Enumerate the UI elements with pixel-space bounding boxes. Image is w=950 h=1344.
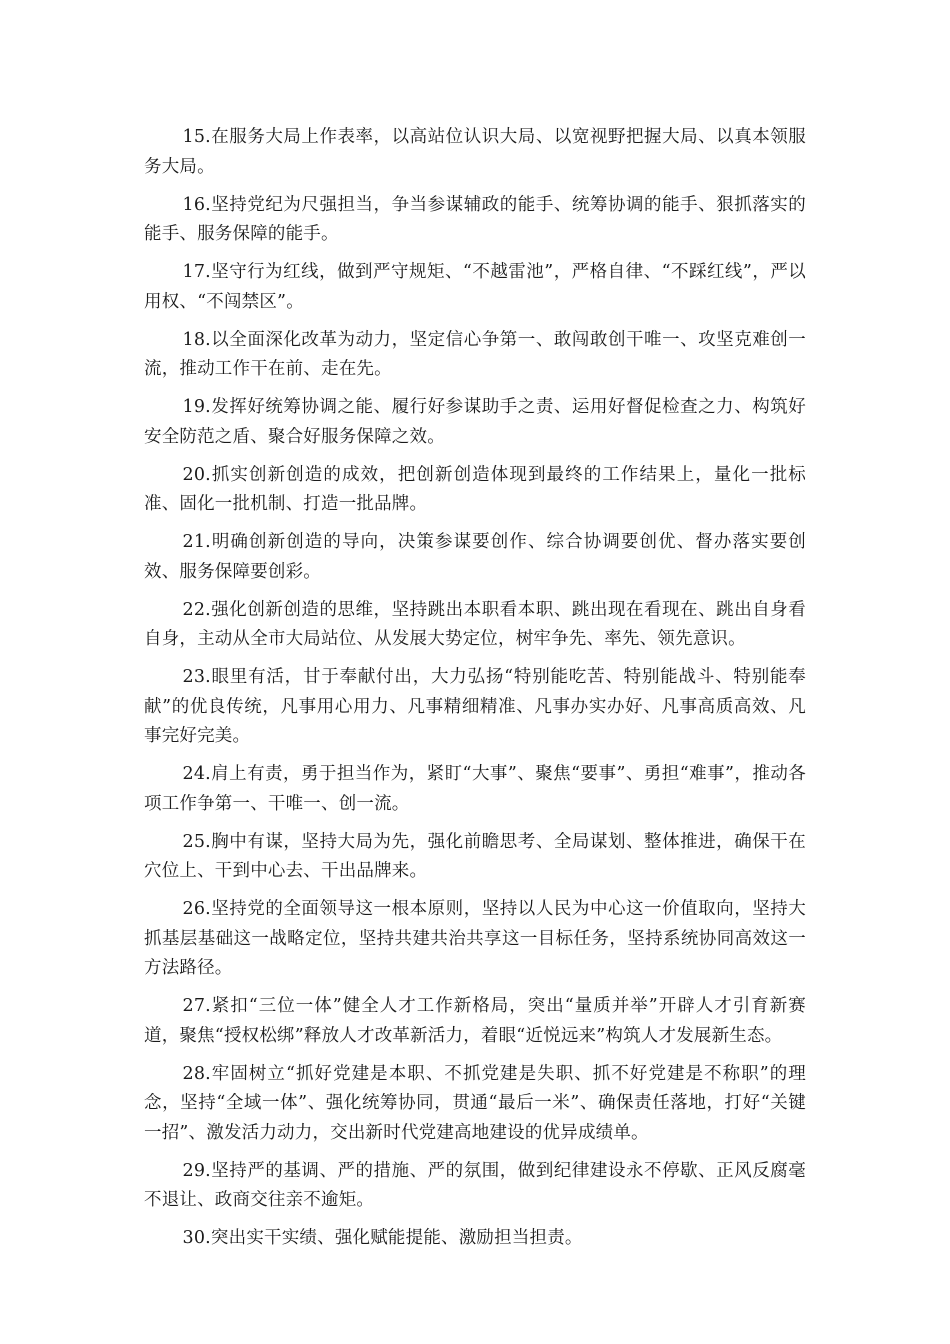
paragraph-25: 25.胸中有谋，坚持大局为先，强化前瞻思考、全局谋划、整体推进，确保干在穴位上、干到中心去、干出品牌来。 [144, 831, 806, 881]
paragraph-21: 21.明确创新创造的导向，决策参谋要创作、综合协调要创优、督办落实要创效、服务保障要创彩。 [144, 532, 806, 582]
paragraph-22: 22.强化创新创造的思维，坚持跳出本职看本职、跳出现在看现在、跳出自身看自身，主动从全市大局站位、从发展大势定位，树牢争先、率先、领先意识。 [144, 599, 806, 649]
paragraph-18: 18.以全面深化改革为动力，坚定信心争第一、敢闯敢创干唯一、攻坚克难创一流，推动工作干在前、走在先。 [144, 329, 806, 379]
paragraph-26: 26.坚持党的全面领导这一根本原则，坚持以人民为中心这一价值取向，坚持大抓基层基础这一战略定位，坚持共建共治共享这一目标任务，坚持系统协同高效这一方法路径。 [144, 899, 806, 978]
paragraph-23: 23.眼里有活，甘于奉献付出，大力弘扬“特别能吃苦、特别能战斗、特别能奉献”的优良传统，凡事用心用力、凡事精细精准、凡事办实办好、凡事高质高效、凡事完好完美。 [144, 667, 806, 746]
paragraph-24: 24.肩上有责，勇于担当作为，紧盯“大事”、聚焦“要事”、勇担“难事”，推动各项工作争第一、干唯一、创一流。 [144, 764, 806, 814]
paragraph-17: 17.坚守行为红线，做到严守规矩、“不越雷池”，严格自律、“不踩红线”，严以用权、“不闯禁区”。 [144, 262, 806, 312]
paragraph-27: 27.紧扣“三位一体”健全人才工作新格局，突出“量质并举”开辟人才引育新赛道，聚焦“授权松绑”释放人才改革新活力，着眼“近悦远来”构筑人才发展新生态。 [144, 996, 806, 1046]
paragraph-15: 15.在服务大局上作表率，以高站位认识大局、以宽视野把握大局、以真本领服务大局。 [144, 127, 806, 177]
paragraph-28: 28.牢固树立“抓好党建是本职、不抓党建是失职、抓不好党建是不称职”的理念，坚持“全域一体”、强化统筹协同，贯通“最后一米”、确保责任落地，打好“关键一招”、激发活力动力，交出新时代党建高地建设的优异成绩单。 [144, 1063, 806, 1143]
paragraph-29: 29.坚持严的基调、严的措施、严的氛围，做到纪律建设永不停歇、正风反腐毫不退让、政商交往亲不逾矩。 [144, 1160, 806, 1210]
document-body [144, 123, 806, 1262]
paragraph-30: 30.突出实干实绩、强化赋能提能、激励担当担责。 [182, 1228, 583, 1248]
paragraph-16: 16.坚持党纪为尺强担当，争当参谋辅政的能手、统筹协调的能手、狠抓落实的能手、服务保障的能手。 [144, 194, 806, 244]
paragraph-20: 20.抓实创新创造的成效，把创新创造体现到最终的工作结果上，量化一批标准、固化一批机制、打造一批品牌。 [144, 464, 806, 514]
paragraph-19: 19.发挥好统筹协调之能、履行好参谋助手之责、运用好督促检查之力、构筑好安全防范之盾、聚合好服务保障之效。 [144, 397, 806, 447]
